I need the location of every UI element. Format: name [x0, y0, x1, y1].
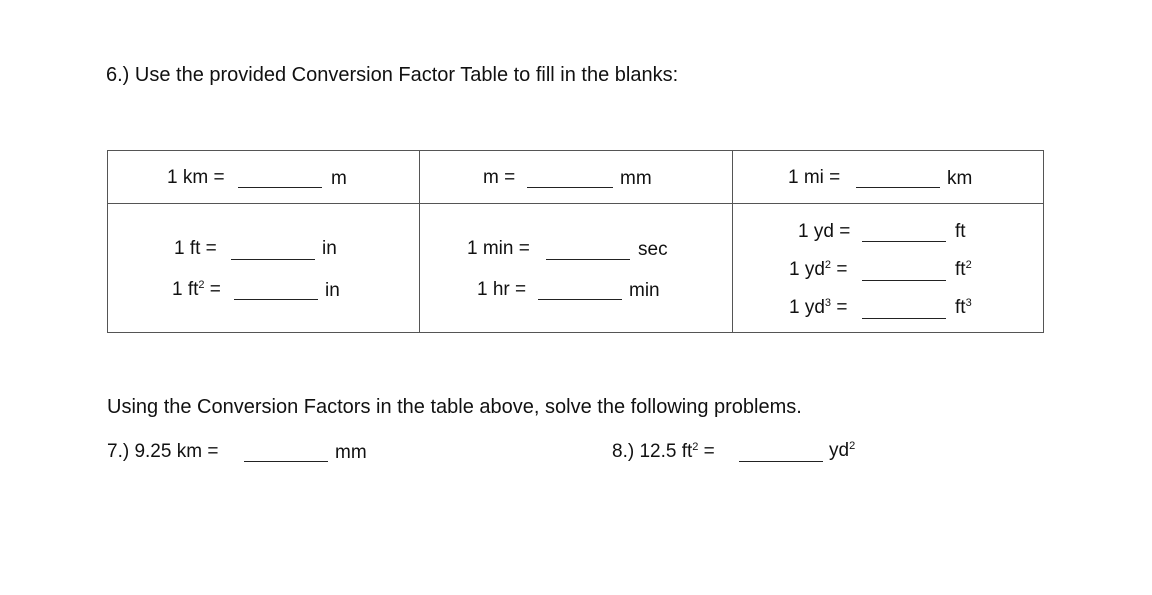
- ft-to-in-blank[interactable]: [231, 259, 315, 260]
- mi-to-km-blank[interactable]: [856, 187, 940, 188]
- table-divider: [419, 151, 420, 332]
- mi-to-km-label: 1 mi =: [788, 167, 841, 188]
- yd3-to-ft3-blank[interactable]: [862, 318, 946, 319]
- instructions-text: Using the Conversion Factors in the table above, solve the following problems.: [107, 396, 802, 418]
- problem-7-unit: mm: [335, 442, 367, 463]
- min-to-sec-unit: sec: [638, 239, 668, 260]
- km-to-m-label: 1 km =: [167, 167, 225, 188]
- m-to-mm-unit: mm: [620, 168, 652, 189]
- yd-to-ft-unit: ft: [955, 221, 966, 242]
- m-to-mm-label: m =: [483, 167, 516, 188]
- table-divider: [732, 151, 733, 332]
- hr-to-min-label: 1 hr =: [477, 279, 527, 300]
- mi-to-km-unit: km: [947, 168, 973, 189]
- m-to-mm-blank[interactable]: [527, 187, 613, 188]
- hr-to-min-unit: min: [629, 280, 660, 301]
- ft-to-in-unit: in: [322, 238, 337, 259]
- question-6-text: 6.) Use the provided Conversion Factor Table to fill in the blanks:: [106, 64, 679, 86]
- problem-7-blank[interactable]: [244, 461, 328, 462]
- yd2-to-ft2-label: 1 $yd^2$ =: [789, 259, 848, 280]
- yd3-to-ft3-unit: $ft^3$: [955, 297, 972, 318]
- ft2-to-in-label: 1 $ft^2$ =: [172, 279, 221, 300]
- ft2-to-in-unit: in: [325, 280, 340, 301]
- problem-8-label: 8.) 12.5 $ft^2$ =: [612, 441, 715, 462]
- yd2-to-ft2-unit: $ft^2$: [955, 259, 972, 280]
- ft-to-in-label: 1 ft =: [174, 238, 217, 259]
- yd-to-ft-blank[interactable]: [862, 241, 946, 242]
- yd3-to-ft3-label: 1 $yd^3$ =: [789, 297, 848, 318]
- min-to-sec-label: 1 min =: [467, 238, 530, 259]
- yd2-to-ft2-blank[interactable]: [862, 280, 946, 281]
- table-divider: [108, 203, 1043, 204]
- km-to-m-blank[interactable]: [238, 187, 322, 188]
- problem-8-unit: $yd^2$: [829, 440, 856, 461]
- ft2-to-in-blank[interactable]: [234, 299, 318, 300]
- km-to-m-unit: m: [331, 168, 347, 189]
- yd-to-ft-label: 1 yd =: [798, 221, 851, 242]
- hr-to-min-blank[interactable]: [538, 299, 622, 300]
- problem-8-blank[interactable]: [739, 461, 823, 462]
- problem-7-label: 7.) 9.25 km =: [107, 441, 219, 462]
- min-to-sec-blank[interactable]: [546, 259, 630, 260]
